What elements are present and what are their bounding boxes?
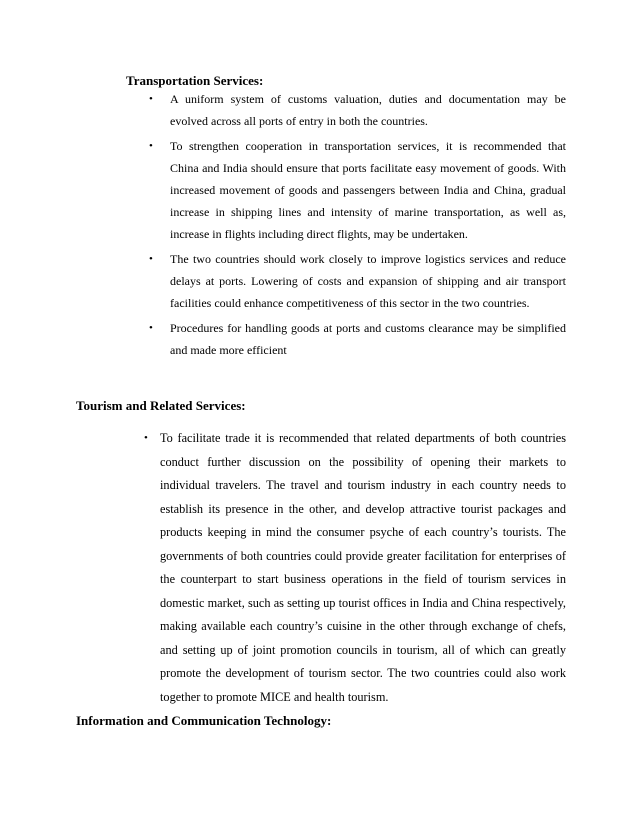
list-item-text: A uniform system of customs valuation, duties and documentation may be evolved across all ports of entry in both the countries. (170, 92, 566, 128)
bullet-icon: • (149, 93, 153, 105)
bullet-icon: • (149, 253, 153, 265)
list-item (149, 88, 566, 132)
list-item (149, 248, 566, 314)
list-item (149, 135, 566, 245)
bullet-icon: • (149, 322, 153, 334)
list-item-text: To facilitate trade it is recommended that related departments of both countries conduct further discussion on the possibility of opening their markets to individual travelers. The travel and tourism industry in each country needs to establish its presence in the other, and develop attractive tourist packages and products keeping in mind the consumer psyche of each country’s tourists. The governments of both countries could provide greater facilitation for enterprises of the counterpart to start business operations in the field of tourism services in domestic market, such as setting up tourist offices in India and China respectively, making available each country’s cuisine in the other through exchange of chefs, and setting up of joint promotion councils in tourism, all of which can greatly promote the development of tourism sector. The two countries could also work together to promote MICE and health tourism. (160, 431, 566, 704)
list-item-text: Procedures for handling goods at ports and customs clearance may be simplified and made more efficient (170, 321, 566, 357)
list-item-text: To strengthen cooperation in transportation services, it is recommended that China and India should ensure that ports facilitate easy movement of goods. With increased movement of goods and passengers between India and China, gradual increase in shipping lines and intensity of marine transportation, as well as, increase in flights including direct flights, may be undertaken. (170, 139, 566, 241)
bullet-icon: • (149, 140, 153, 152)
section-heading-ict: Information and Communication Technology: (76, 713, 332, 728)
transportation-bullet-list (149, 88, 566, 364)
section-heading-transportation: Transportation Services: (126, 73, 264, 88)
bullet-icon: • (144, 432, 148, 444)
list-item (144, 427, 566, 709)
list-item (149, 317, 566, 361)
section-heading-tourism: Tourism and Related Services: (76, 398, 246, 413)
tourism-bullet-list (144, 427, 566, 709)
list-item-text: The two countries should work closely to improve logistics services and reduce delays at ports. Lowering of costs and expansion of shipping and air transport facilities could enhance competitiveness of this sector in the two countries. (170, 252, 566, 310)
